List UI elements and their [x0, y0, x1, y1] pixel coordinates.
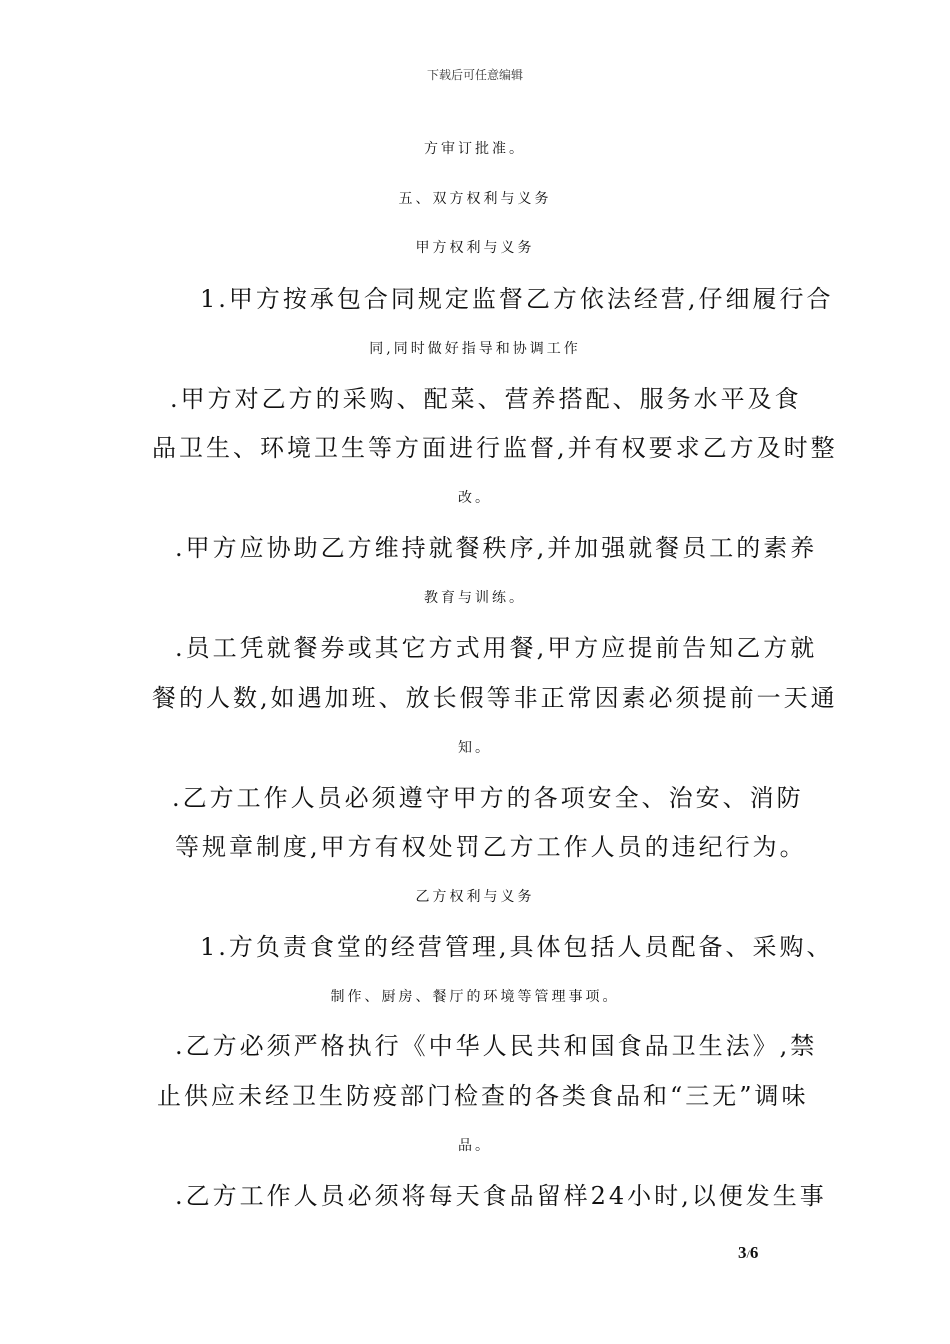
- subsection-heading: 乙方权利与义务: [415, 889, 535, 905]
- text-line: 品卫生、环境卫生等方面进行监督,并有权要求乙方及时整: [152, 434, 838, 462]
- text-line: .乙方必须严格执行《中华人民共和国食品卫生法》,禁: [175, 1032, 818, 1060]
- text-line: .员工凭就餐券或其它方式用餐,甲方应提前告知乙方就: [175, 634, 818, 662]
- text-line: 知。: [458, 740, 492, 756]
- text-line: .乙方工作人员必须将每天食品留样24小时,以便发生事: [175, 1182, 827, 1210]
- text-line: 止供应未经卫生防疫部门检查的各类食品和“三无”调味: [157, 1082, 809, 1110]
- text-line: 制作、厨房、餐厅的环境等管理事项。: [330, 989, 620, 1005]
- text-line: 教育与训练。: [424, 590, 526, 606]
- subsection-heading: 甲方权利与义务: [415, 240, 535, 256]
- page-number: [738, 1243, 758, 1263]
- text-line: 等规章制度,甲方有权处罚乙方工作人员的违纪行为。: [175, 833, 807, 861]
- section-heading: 五、双方权利与义务: [398, 191, 552, 207]
- text-line: 改。: [458, 490, 492, 506]
- text-line: 品。: [458, 1138, 492, 1154]
- text-line: 同,同时做好指导和协调工作: [369, 341, 581, 357]
- text-line: .甲方应协助乙方维持就餐秩序,并加强就餐员工的素养: [175, 534, 818, 562]
- page-current: 3: [738, 1243, 747, 1262]
- page-total: 6: [749, 1243, 759, 1262]
- text-line: 1.方负责食堂的经营管理,具体包括人员配备、采购、: [200, 933, 834, 961]
- text-line: 1.甲方按承包合同规定监督乙方依法经营,仔细履行合: [200, 285, 834, 313]
- text-line: 餐的人数,如遇加班、放长假等非正常因素必须提前一天通: [152, 684, 838, 712]
- page-separator: /: [746, 1247, 750, 1261]
- page-header: 下载后可任意编辑: [426, 68, 523, 82]
- text-line: .乙方工作人员必须遵守甲方的各项安全、治安、消防: [172, 784, 804, 812]
- text-line: 方审订批准。: [424, 141, 526, 157]
- text-line: .甲方对乙方的采购、配菜、营养搭配、服务水平及食: [170, 385, 802, 413]
